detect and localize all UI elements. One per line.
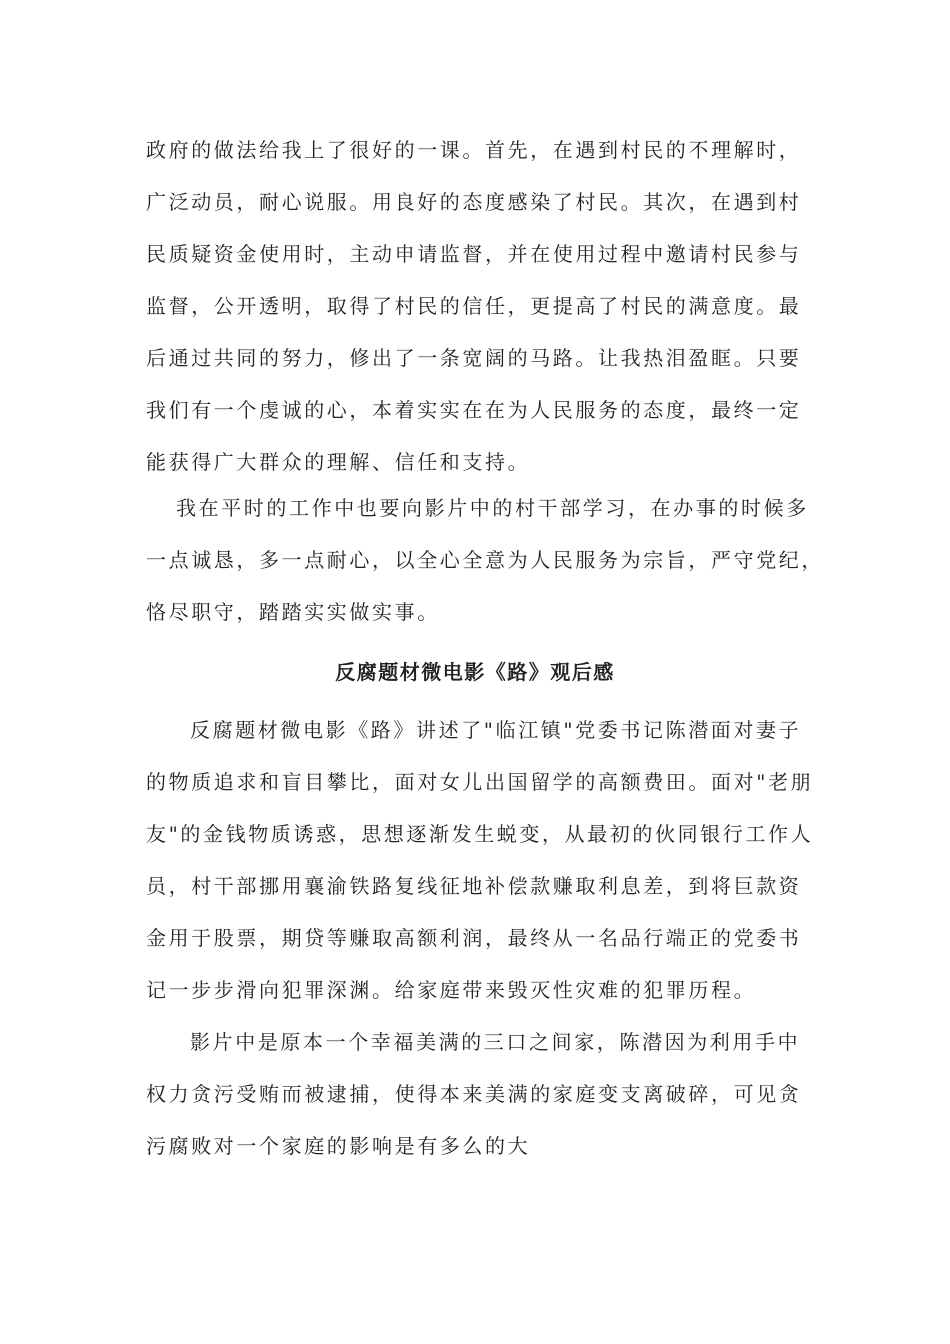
paragraph-2 (146, 482, 836, 638)
paragraph-line: 广泛动员，耐心说服。用良好的态度感染了村民。其次，在遇到村 (146, 190, 802, 214)
paragraph-line: 污腐败对一个家庭的影响是有多么的大 (146, 1134, 531, 1158)
paragraph-1 (146, 124, 836, 488)
paragraph-line: 后通过共同的努力，修出了一条宽阔的马路。让我热泪盈眶。只要 (146, 346, 802, 370)
paragraph-line: 恪尽职守，踏踏实实做实事。 (146, 600, 440, 624)
paragraph-4 (146, 1016, 836, 1172)
paragraph-line: 监督，公开透明，取得了村民的信任，更提高了村民的满意度。最 (146, 294, 802, 318)
paragraph-line: 民质疑资金使用时，主动申请监督，并在使用过程中邀请村民参与 (146, 242, 802, 266)
paragraph-3 (146, 704, 836, 1016)
paragraph-line: 我们有一个虔诚的心，本着实实在在为人民服务的态度，最终一定 (146, 398, 802, 422)
paragraph-line: 我在平时的工作中也要向影片中的村干部学习，在办事的时候多 (176, 496, 809, 520)
paragraph-line: 影片中是原本一个幸福美满的三口之间家，陈潜因为利用手中 (190, 1030, 801, 1054)
paragraph-line: 友"的金钱物质诱惑，思想逐渐发生蜕变，从最初的伙同银行工作人 (146, 822, 814, 846)
paragraph-line: 金用于股票，期贷等赚取高额利润，最终从一名品行端正的党委书 (146, 926, 802, 950)
paragraph-line: 一点诚恳，多一点耐心，以全心全意为人民服务为宗旨，严守党纪， (146, 548, 824, 572)
paragraph-line: 权力贪污受贿而被逮捕，使得本来美满的家庭变支离破碎，可见贪 (146, 1082, 802, 1106)
paragraph-line: 记一步步滑向犯罪深渊。给家庭带来毁灭性灾难的犯罪历程。 (146, 978, 757, 1002)
section-title: 反腐题材微电影《路》观后感 (335, 660, 615, 684)
paragraph-line: 的物质追求和盲目攀比，面对女儿出国留学的高额费田。面对"老朋 (146, 770, 814, 794)
paragraph-line: 能获得广大群众的理解、信任和支持。 (146, 450, 531, 474)
paragraph-line: 反腐题材微电影《路》讲述了"临江镇"党委书记陈潜面对妻子 (190, 718, 802, 742)
paragraph-line: 政府的做法给我上了很好的一课。首先，在遇到村民的不理解时， (146, 138, 802, 162)
paragraph-line: 员，村干部挪用襄渝铁路复线征地补偿款赚取利息差，到将巨款资 (146, 874, 802, 898)
